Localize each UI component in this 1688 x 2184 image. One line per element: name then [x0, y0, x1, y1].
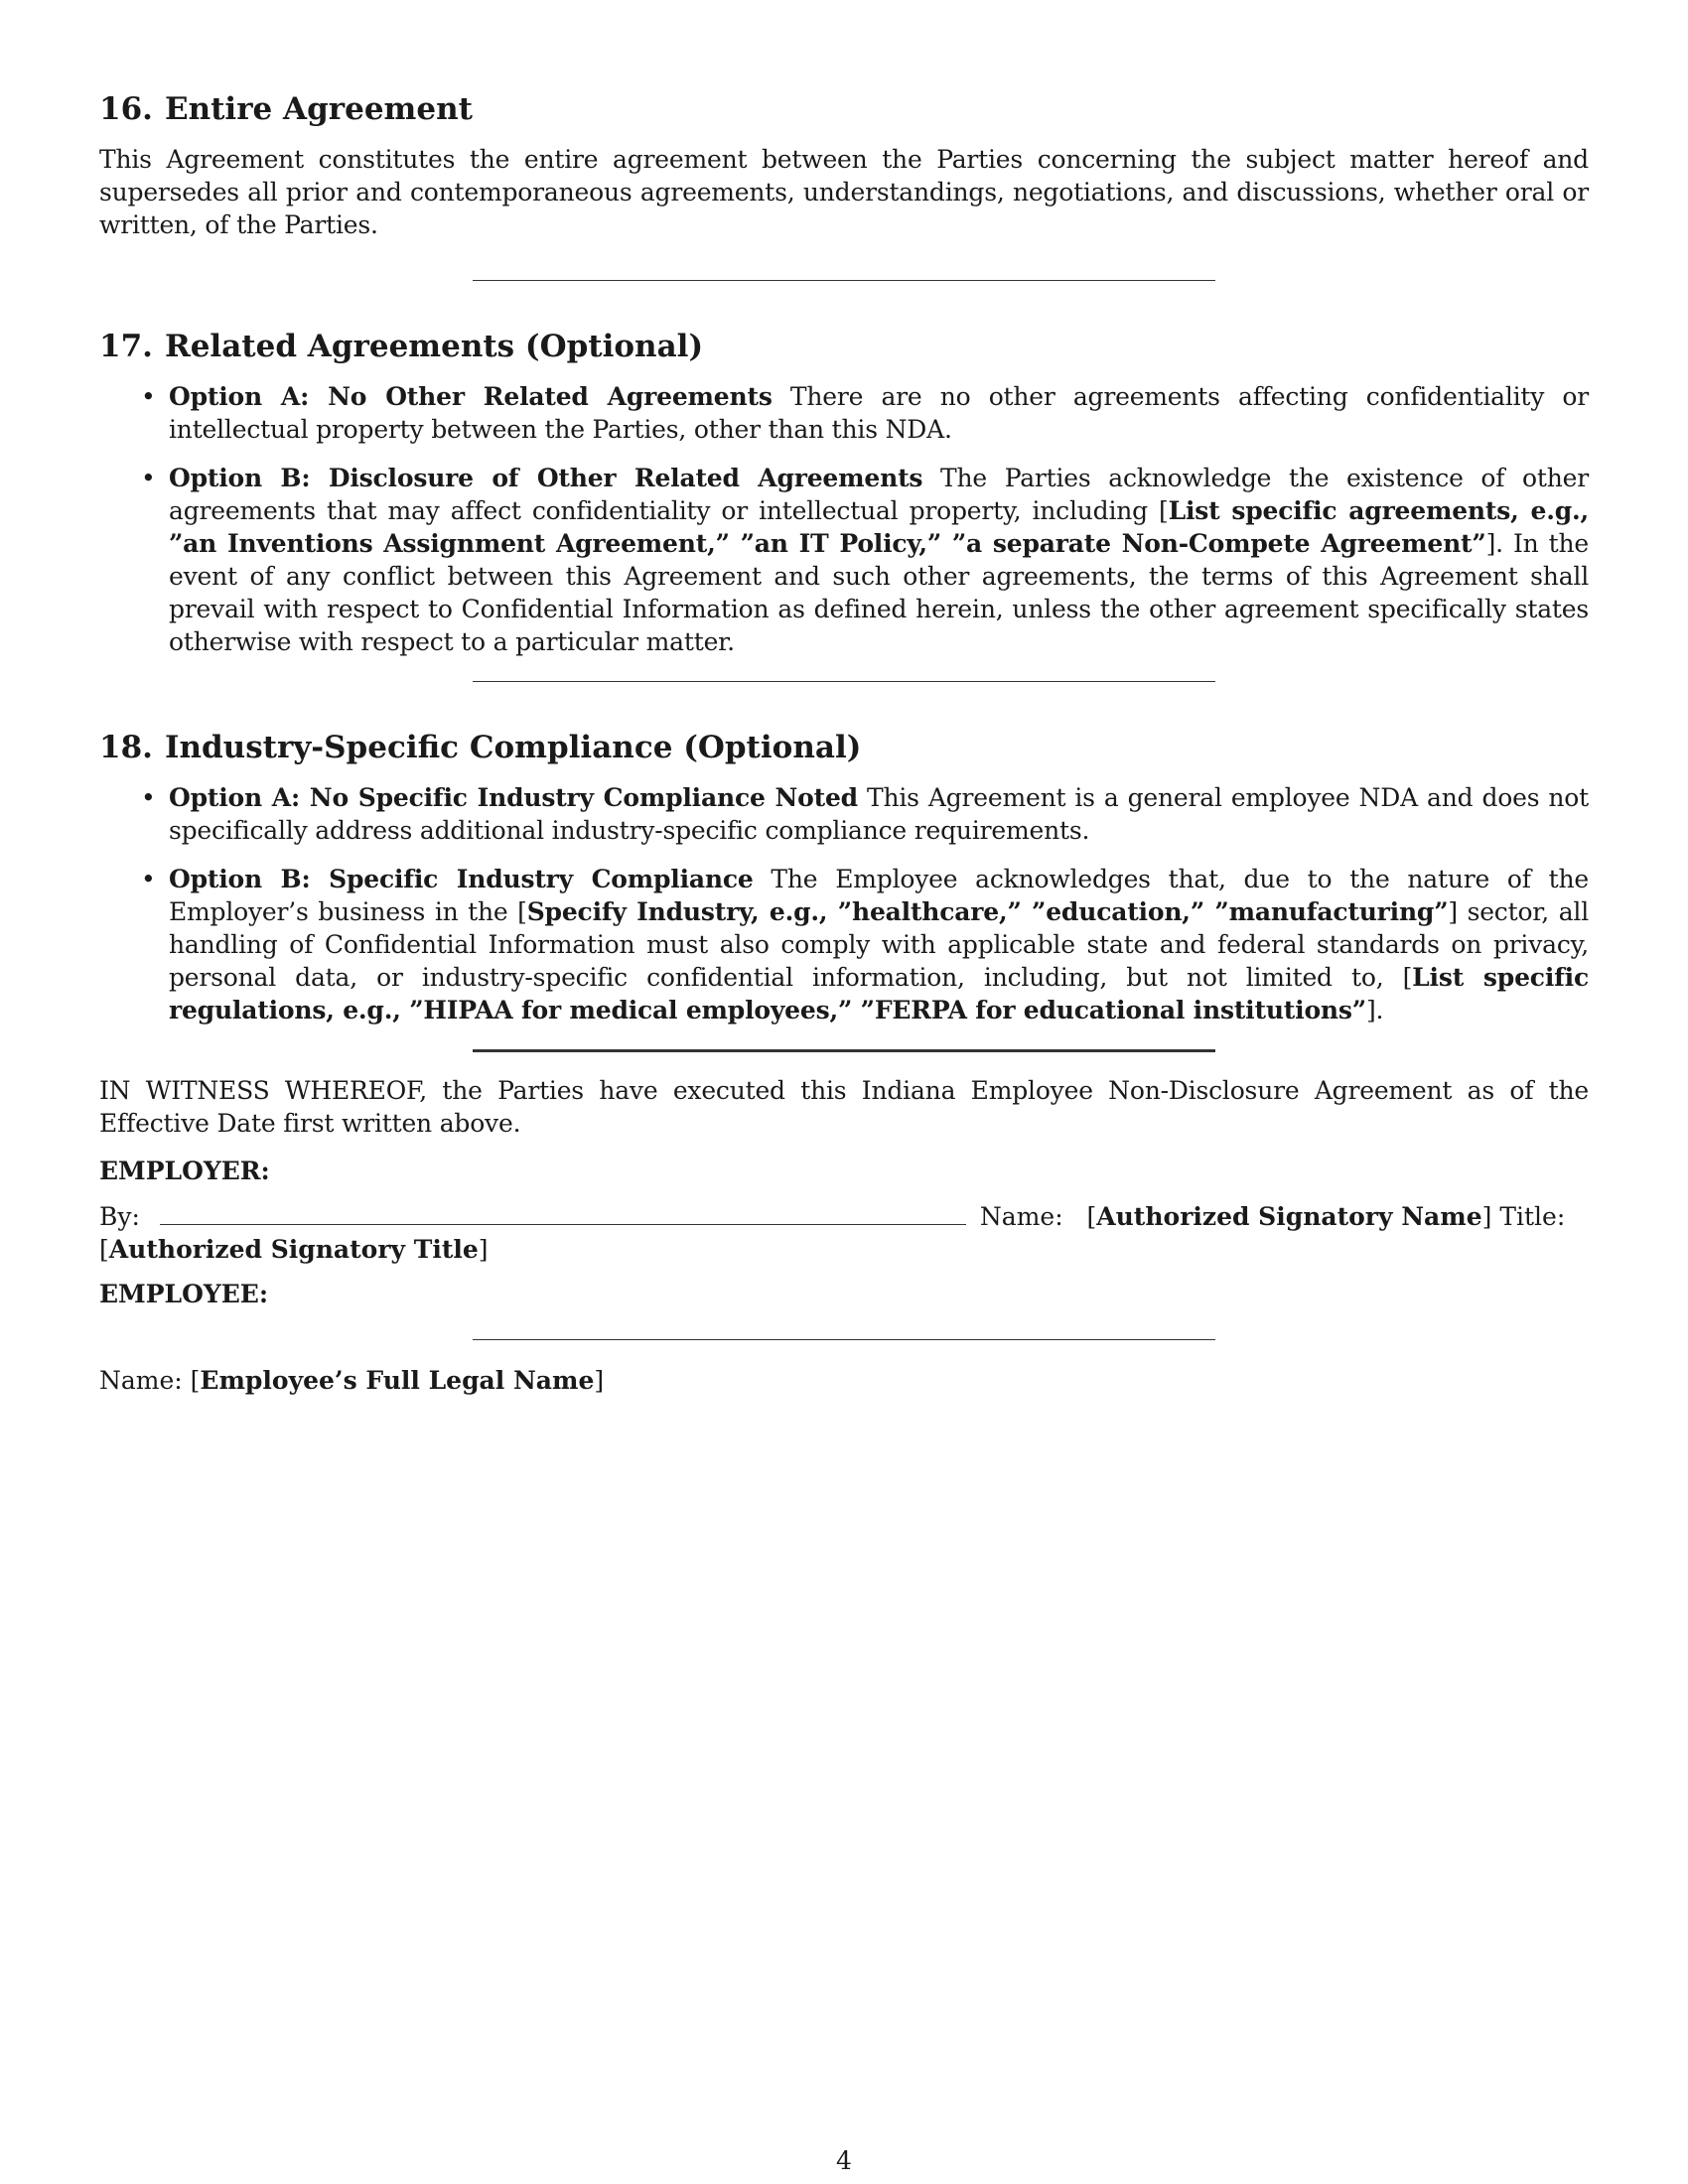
signature-block — [99, 1074, 1589, 1397]
employer-label: EMPLOYER: — [99, 1157, 270, 1185]
section-18 — [99, 728, 1589, 1026]
section-divider — [473, 280, 1215, 281]
name-label: Name: — [979, 1202, 1063, 1231]
option-text: ]. In the event of any conflict between this Agreement and such other agreements, the terms of this Agreement shall prevail with respect to Confidential Information as defined herein, unless the other agreement specifically states otherwise with respect to a particular matter. — [169, 529, 1589, 656]
section-title: Industry-Specific Compliance (Optional) — [164, 730, 862, 765]
section-title: Entire Agreement — [164, 91, 473, 127]
section-heading — [99, 89, 1589, 129]
option-item — [169, 781, 1589, 847]
title-placeholder: Authorized Signatory Title — [108, 1235, 479, 1264]
section-number: 16. — [99, 91, 153, 127]
option-text: ]. — [1365, 996, 1384, 1024]
option-item — [169, 462, 1589, 658]
employer-signature-line[interactable] — [160, 1206, 966, 1225]
option-text: ] sector, all handling of Confidential Information must also comply with applicable state and federal standards on privacy, personal data, or industry-specific confidential information, including, but not limited to, [ — [169, 897, 1589, 992]
section-16 — [99, 89, 1589, 241]
options-list — [99, 380, 1589, 658]
option-label: Option B: Specific Industry Compliance — [169, 865, 754, 893]
section-number: 18. — [99, 730, 153, 765]
section-heading — [99, 327, 1589, 366]
employee-label: EMPLOYEE: — [99, 1280, 269, 1308]
section-17 — [99, 327, 1589, 658]
option-label: Option B: Disclosure of Other Related Agreements — [169, 464, 923, 492]
placeholder-text: List specific agreements, e.g., ”an Inventions Assignment Agreement,” ”an IT Policy,” ”a separate Non-Compete Agreement” — [169, 496, 1589, 558]
name-label: Name: — [99, 1366, 183, 1395]
option-label: Option A: No Specific Industry Compliance Noted — [169, 783, 858, 812]
placeholder-text: List specific regulations, e.g., ”HIPAA for medical employees,” ”FERPA for educational institutions” — [169, 963, 1589, 1024]
option-item — [169, 380, 1589, 446]
section-body: This Agreement constitutes the entire agreement between the Parties concerning the subject matter hereof and supersedes all prior and contemporaneous agreements, understandings, negotiations, and discussions, whether oral or written, of the Parties. — [99, 145, 1589, 239]
option-item — [169, 863, 1589, 1026]
option-text: There are no other agreements affecting confidentiality or intellectual property between the Parties, other than this NDA. — [169, 382, 1590, 444]
title-label: Title: — [1499, 1202, 1566, 1231]
option-text: The Employee acknowledges that, due to the nature of the Employer’s business in the [ — [169, 865, 1589, 926]
document-page — [99, 89, 1589, 1397]
section-divider — [473, 1049, 1215, 1052]
witness-statement: IN WITNESS WHEREOF, the Parties have executed this Indiana Employee Non-Disclosure Agreement as of the Effective Date first written above. — [99, 1076, 1589, 1138]
section-title: Related Agreements (Optional) — [164, 329, 704, 364]
section-divider — [473, 681, 1215, 682]
option-text: This Agreement is a general employee NDA and does not specifically address additional industry-specific compliance requirements. — [169, 783, 1589, 845]
by-label: By: — [99, 1202, 140, 1231]
section-heading — [99, 728, 1589, 767]
option-label: Option A: No Other Related Agreements — [169, 382, 773, 411]
options-list — [99, 781, 1589, 1026]
section-number: 17. — [99, 329, 153, 364]
employee-name-row: Name: [Employee’s Full Legal Name] — [99, 1366, 605, 1395]
employee-signature-line[interactable] — [473, 1339, 1215, 1340]
placeholder-text: Specify Industry, e.g., ”healthcare,” ”education,” ”manufacturing” — [526, 897, 1449, 926]
employer-signature-row: By: Name: [Authorized Signatory Name] Title: [Authorized Signatory Title] — [99, 1202, 1566, 1264]
option-text: The Parties acknowledge the existence of other agreements that may affect confidentiality or intellectual property, including [ — [169, 464, 1589, 525]
employee-name-placeholder: Employee’s Full Legal Name — [200, 1366, 595, 1395]
page-number: 4 — [836, 2146, 852, 2175]
name-placeholder: Authorized Signatory Name — [1096, 1202, 1482, 1231]
